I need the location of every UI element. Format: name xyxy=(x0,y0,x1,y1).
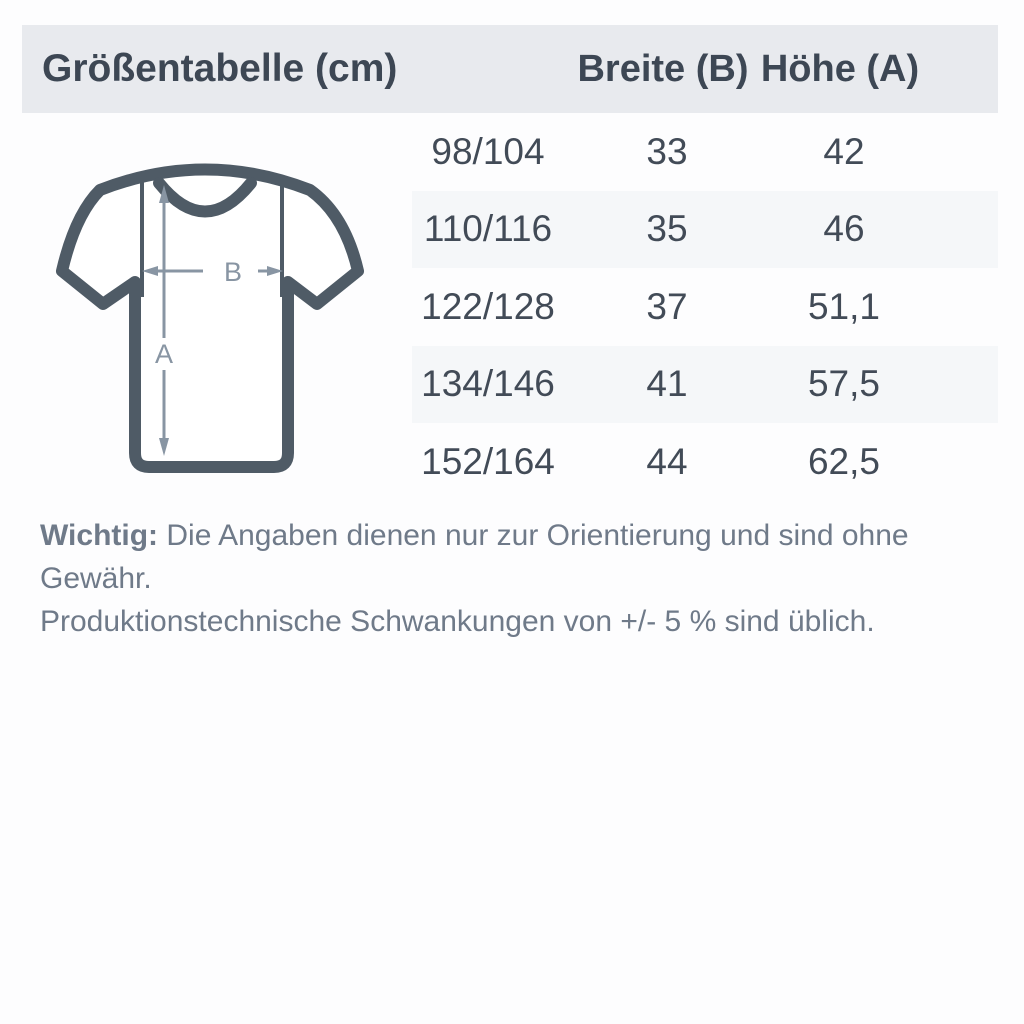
height-value-cell: 46 xyxy=(823,208,865,250)
size-cell: 110/116 xyxy=(423,208,553,250)
tshirt-measurement-diagram xyxy=(55,145,385,495)
height-value-cell: 42 xyxy=(823,130,865,172)
height-value-cell: 57,5 xyxy=(807,363,880,405)
width-label-b: B xyxy=(223,257,243,287)
disclaimer-bold-word: Wichtig: xyxy=(40,519,159,552)
table-row xyxy=(412,268,998,346)
table-row xyxy=(412,113,998,191)
column-header-width: Breite (B) xyxy=(577,48,749,90)
table-row xyxy=(412,191,998,269)
size-cell: 122/128 xyxy=(421,285,555,327)
size-chart-title: Größentabelle (cm) xyxy=(42,47,398,90)
height-value-cell: 51,1 xyxy=(807,285,880,327)
disclaimer-text-1: Die Angaben dienen nur zur Orientierung und sind ohne Gewähr. xyxy=(40,519,909,595)
width-value-cell: 33 xyxy=(646,130,688,172)
width-value-cell: 37 xyxy=(646,285,688,327)
disclaimer-note xyxy=(40,514,970,643)
size-cell: 134/146 xyxy=(421,363,555,405)
tshirt-icon xyxy=(55,145,385,495)
width-value-cell: 44 xyxy=(646,440,688,482)
height-label-a: A xyxy=(154,339,174,369)
column-header-height: Höhe (A) xyxy=(760,48,920,90)
size-table-rows xyxy=(412,113,998,501)
table-row xyxy=(412,346,998,424)
size-cell: 98/104 xyxy=(431,130,545,172)
table-row xyxy=(412,423,998,501)
disclaimer-line-1 xyxy=(40,514,970,600)
width-value-cell: 35 xyxy=(646,208,688,250)
width-value-cell: 41 xyxy=(646,363,688,405)
size-cell: 152/164 xyxy=(421,440,555,482)
disclaimer-line-2: Produktionstechnische Schwankungen von +/- 5 % sind üblich. xyxy=(40,605,875,638)
height-value-cell: 62,5 xyxy=(807,440,880,482)
